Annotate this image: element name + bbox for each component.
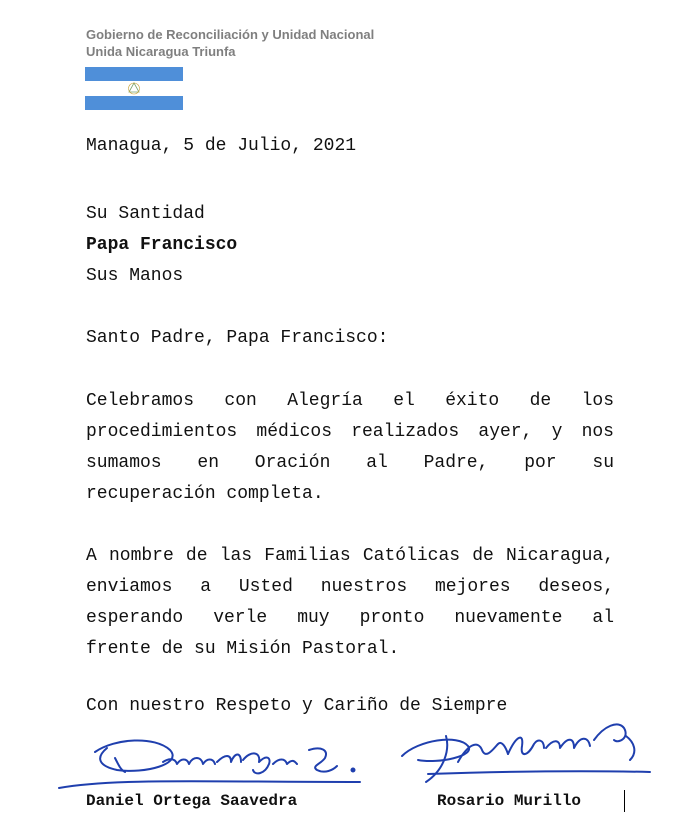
signatory-left-name: Daniel Ortega Saavedra: [86, 792, 298, 810]
paragraph-1-line: sumamos en Oración al Padre, por su: [86, 453, 614, 473]
paragraph-2-line: A nombre de las Familias Católicas de Nicaragua,: [86, 546, 614, 566]
recipient-title: Su Santidad: [86, 204, 205, 224]
paragraph-2-line: frente de su Misión Pastoral.: [86, 639, 400, 659]
recipient-delivery: Sus Manos: [86, 266, 184, 286]
closing: Con nuestro Respeto y Cariño de Siempre: [86, 696, 508, 716]
paragraph-2-line: esperando verle muy pronto nuevamente al: [86, 608, 614, 628]
paragraph-2: [86, 541, 614, 665]
paragraph-1: [86, 386, 614, 510]
paragraph-2-line: enviamos a Usted nuestros mejores deseos,: [86, 577, 614, 597]
paragraph-1-line: Celebramos con Alegría el éxito de los: [86, 391, 614, 411]
paragraph-1-line: procedimientos médicos realizados ayer, y nos: [86, 422, 614, 442]
signature-right: [398, 714, 658, 796]
text-cursor: [624, 790, 625, 812]
nicaragua-flag-icon: [85, 67, 183, 110]
letterhead-government: Gobierno de Reconciliación y Unidad Nacional: [86, 27, 375, 42]
paragraph-1-line: recuperación completa.: [86, 484, 324, 504]
letter-date: Managua, 5 de Julio, 2021: [86, 136, 357, 156]
signature-left: [55, 728, 375, 794]
letterhead-slogan: Unida Nicaragua Triunfa: [86, 44, 236, 59]
letterhead: [86, 26, 374, 60]
signatory-right-name: Rosario Murillo: [437, 792, 582, 810]
recipient-name: Papa Francisco: [86, 235, 238, 255]
salutation: Santo Padre, Papa Francisco:: [86, 328, 389, 348]
